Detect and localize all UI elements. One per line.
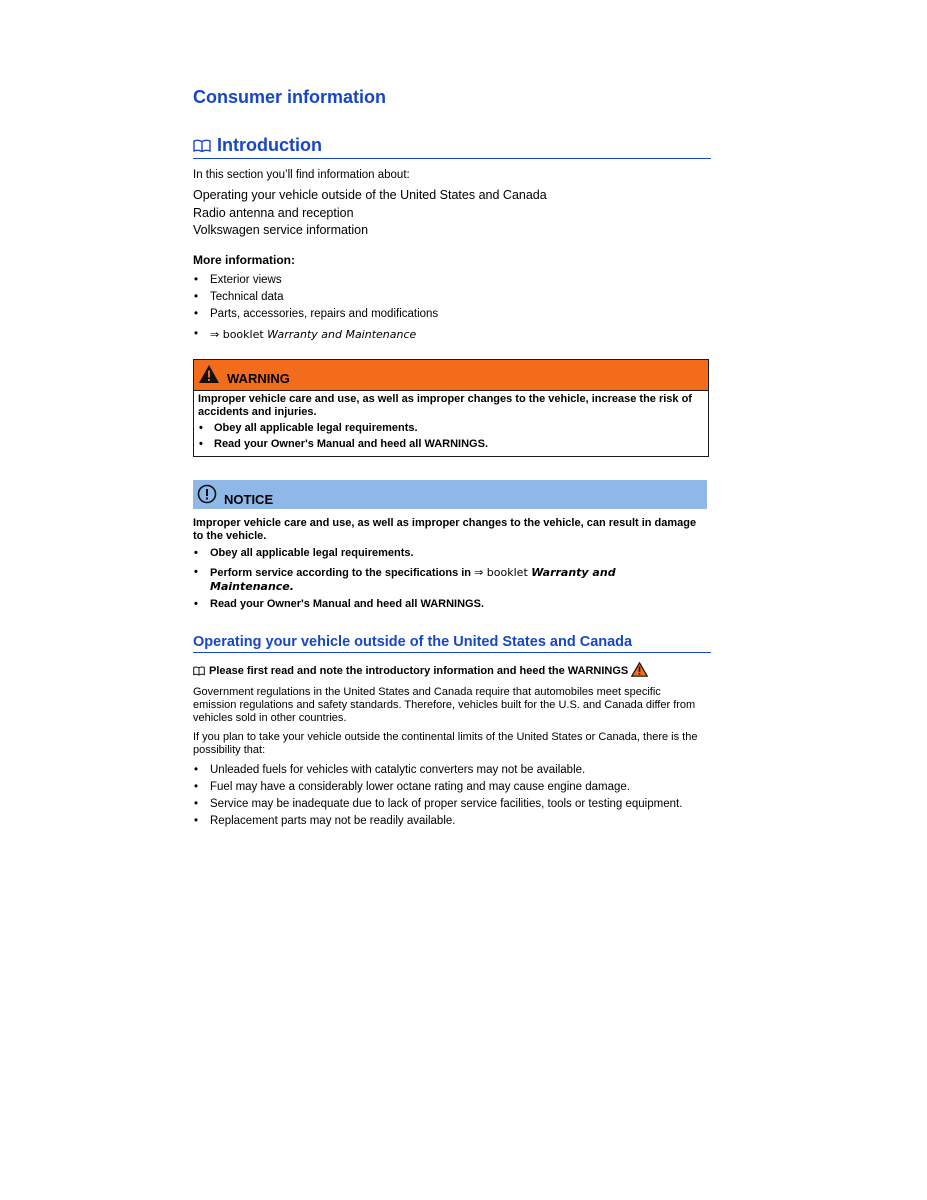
warning-triangle-icon [631,662,648,680]
list-item: • Service may be inadequate due to lack of proper service facilities, tools or testing equipment. [193,796,682,813]
intro-line: In this section you’ll find information about: [193,169,410,181]
more-info-list [193,272,438,344]
notice-header [193,480,707,509]
page-title: Consumer information [193,87,387,107]
more-info-heading: More information: [193,253,295,267]
booklet-title: Warranty and Maintenance [210,566,616,593]
warning-label: WARNING [227,371,290,386]
warning-box [193,359,709,457]
list-item: • Unleaded fuels for vehicles with catalytic converters may not be available. [193,762,682,779]
warning-header [194,360,708,391]
booklet-link-prefix: ⇒ booklet [210,328,268,341]
read-note-text: Please first read and note the introductory information and heed the WARNINGS [209,665,629,677]
notice-bullet-text: Perform service according to the specifications in [210,567,475,579]
warning-bullet: • Read your Owner's Manual and heed all WARNINGS. [198,438,702,451]
notice-circle-icon [197,484,217,509]
possibility-list [193,762,682,830]
paragraph: Government regulations in the United States and Canada require that automobiles meet specific emission regulations and safety standards. Therefore, vehicles built for the U.S. and Canada differ from vehicles sold in other countries. [193,686,696,724]
more-info-item[interactable] [193,326,438,344]
more-info-item[interactable]: • Parts, accessories, repairs and modifications [193,306,438,323]
topic-item[interactable]: Volkswagen service information [193,223,369,237]
more-info-item[interactable]: • Technical data [193,289,438,306]
notice-text: Improper vehicle care and use, as well as improper changes to the vehicle, can result in damage to the vehicle. [193,517,697,542]
warning-body [198,393,702,451]
warning-triangle-icon [198,364,220,389]
topic-list [193,187,547,240]
book-icon [193,139,211,153]
list-item: • Replacement parts may not be readily available. [193,813,682,830]
more-info-item[interactable]: • Exterior views [193,272,438,289]
booklet-title: Warranty and Maintenance [267,328,417,341]
warning-bullet: • Obey all applicable legal requirements. [198,422,702,435]
paragraph: If you plan to take your vehicle outside the continental limits of the United States or Canada, there is the possibility that: [193,731,698,756]
introduction-heading [193,135,711,159]
topic-item[interactable]: Operating your vehicle outside of the United States and Canada [193,188,547,202]
notice-bullet: • Read your Owner's Manual and heed all WARNINGS. [193,598,703,611]
notice-bullet: • Perform service according to the specifications in ⇒ booklet Warranty and Maintenance. [193,566,703,594]
topic-item[interactable]: Radio antenna and reception [193,205,354,220]
notice-label: NOTICE [224,492,274,507]
list-item: • Fuel may have a considerably lower octane rating and may cause engine damage. [193,779,682,796]
section-heading-outside: Operating your vehicle outside of the United States and Canada [193,634,711,653]
notice-body [193,517,703,611]
notice-bullet: • Obey all applicable legal requirements. [193,547,703,560]
introduction-heading-text: Introduction [217,135,322,155]
booklet-arrow: ⇒ booklet [474,566,532,579]
read-note [193,662,648,680]
warning-text: Improper vehicle care and use, as well as improper changes to the vehicle, increase the risk of accidents and injuries. [198,393,692,418]
book-icon [193,666,205,676]
